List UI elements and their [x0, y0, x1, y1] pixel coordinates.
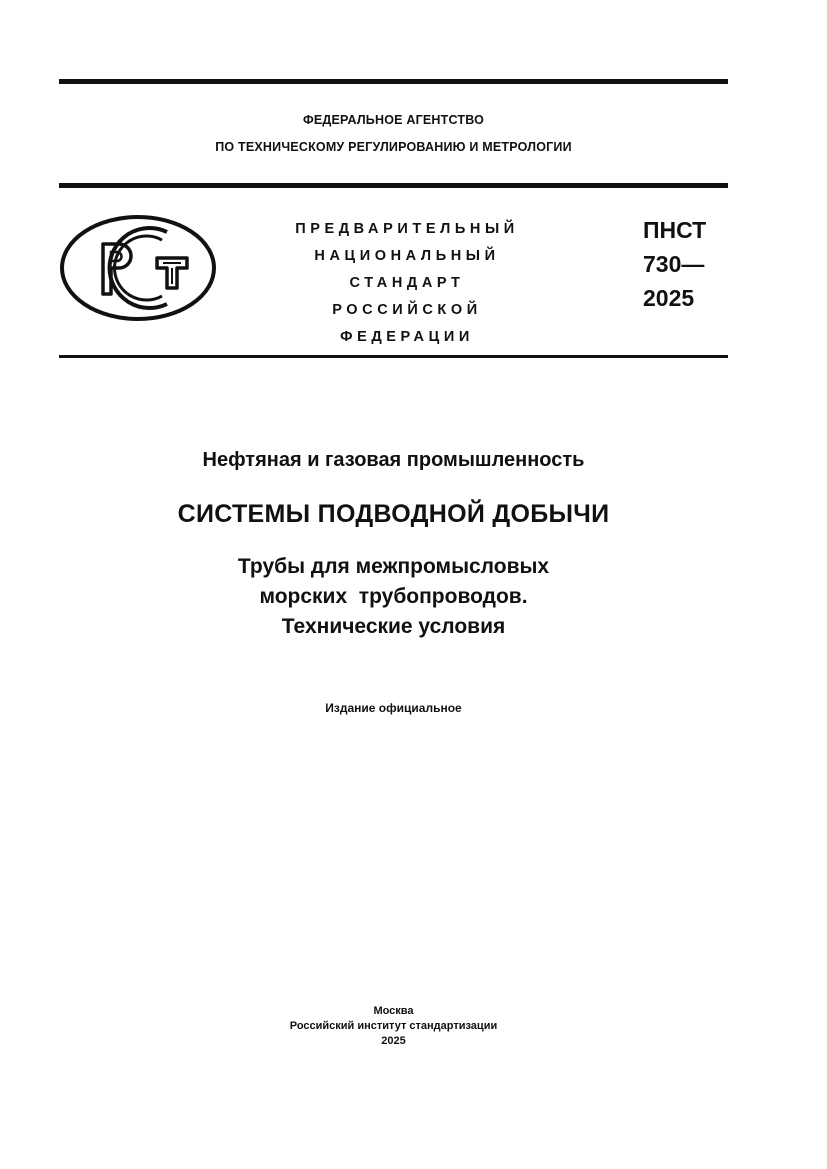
standard-kind-line: НАЦИОНАЛЬНЫЙ — [314, 248, 500, 264]
designation-year: 2025 — [643, 285, 695, 311]
standard-kind-line: ФЕДЕРАЦИИ — [340, 329, 474, 345]
designation-prefix: ПНСТ — [643, 217, 707, 243]
industry-branch: Нефтяная и газовая промышленность — [202, 449, 585, 471]
standard-designation — [643, 213, 706, 315]
designation-number: 730— — [643, 251, 705, 277]
subtitle — [59, 552, 728, 642]
standard-kind-line: ПРЕДВАРИТЕЛЬНЫЙ — [295, 221, 519, 237]
agency-line-2: ПО ТЕХНИЧЕСКОМУ РЕГУЛИРОВАНИЮ И МЕТРОЛОГИИ — [215, 140, 572, 154]
middle-rule — [59, 183, 728, 188]
subtitle-line: Технические условия — [281, 615, 506, 638]
edition-note: Издание официальное — [325, 701, 462, 715]
bottom-rule — [59, 355, 728, 358]
rst-logo-icon — [59, 214, 217, 322]
top-rule — [59, 79, 728, 84]
subtitle-line: морских трубопроводов. — [259, 585, 528, 608]
imprint-publisher: Российский институт стандартизации — [289, 1020, 498, 1032]
imprint — [59, 1004, 728, 1049]
standard-kind-line: СТАНДАРТ — [349, 275, 465, 291]
subtitle-line: Трубы для межпромысловых — [237, 555, 550, 578]
agency-line-1: ФЕДЕРАЛЬНОЕ АГЕНТСТВО — [302, 113, 485, 127]
imprint-year: 2025 — [381, 1035, 406, 1047]
standard-kind — [262, 216, 552, 351]
standard-kind-line: РОССИЙСКОЙ — [332, 302, 482, 318]
main-title: СИСТЕМЫ ПОДВОДНОЙ ДОБЫЧИ — [177, 500, 610, 528]
imprint-city: Москва — [373, 1005, 414, 1017]
